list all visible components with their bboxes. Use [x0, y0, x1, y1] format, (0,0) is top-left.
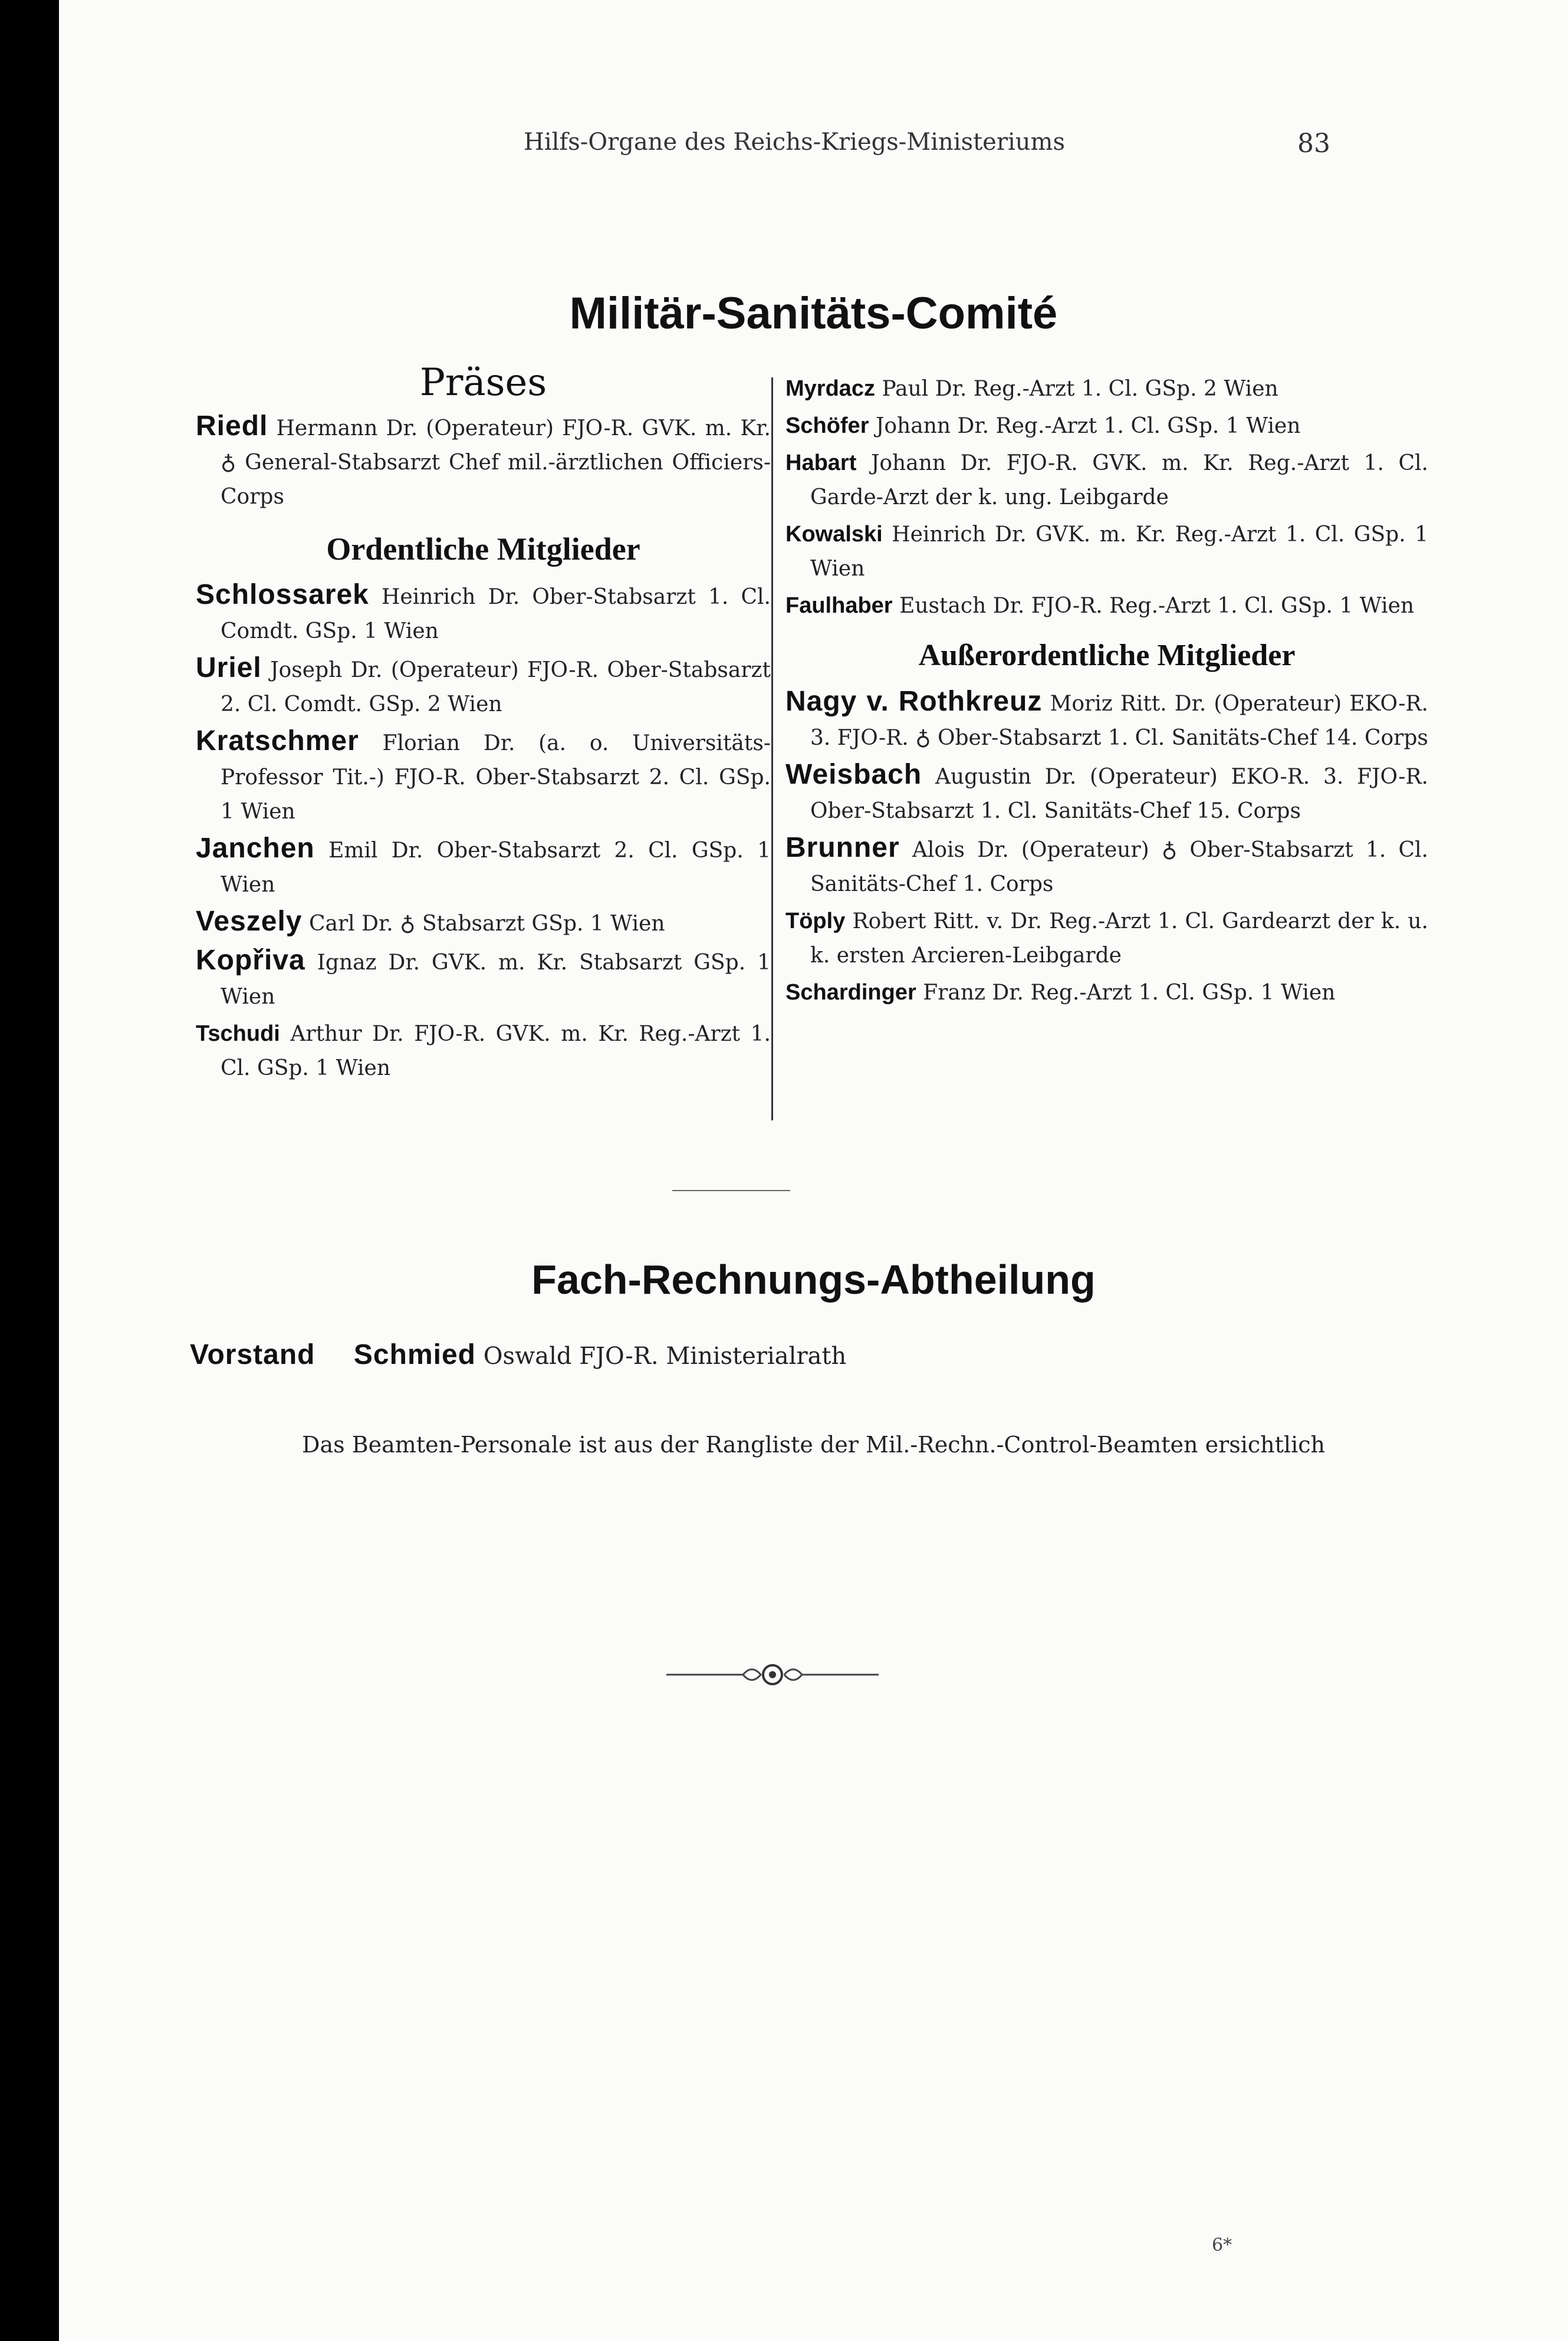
list-item [196, 943, 771, 1014]
running-header: Hilfs-Organe des Reichs-Kriegs-Ministeriums [524, 129, 1065, 156]
entry-name: Weisbach [785, 759, 922, 790]
praeses-heading: Präses [419, 361, 547, 405]
praeses-list [196, 409, 771, 514]
entry-name: Schardinger [785, 980, 916, 1005]
entry-name: Faulhaber [785, 593, 893, 618]
list-item [785, 588, 1428, 623]
entry-text: Paul Dr. Reg.-Arzt 1. Cl. GSp. 2 Wien [882, 377, 1278, 401]
ausserordentliche-list [785, 685, 1428, 1010]
vorstand-line [190, 1339, 846, 1371]
entry-text: Heinrich Dr. GVK. m. Kr. Reg.-Arzt 1. Cl. GSp. 1 Wien [810, 522, 1428, 581]
entry-name: Habart [785, 451, 857, 475]
list-item [785, 409, 1428, 443]
column-divider [771, 377, 773, 1120]
entry-name: Myrdacz [785, 376, 876, 401]
entry-name: Tschudi [196, 1021, 280, 1046]
signature-mark: 6* [1212, 2235, 1232, 2255]
section-title-2: Fach-Rechnungs-Abtheilung [531, 1257, 1096, 1303]
list-item [785, 446, 1428, 515]
ornament-icon [666, 1657, 879, 1692]
personnel-note: Das Beamten-Personale ist aus der Rangliste der Mil.-Rechn.-Control-Beamten ersichtlich [302, 1432, 1325, 1458]
entry-text: Heinrich Dr. Ober-Stabsarzt 1. Cl. Comdt. GSp. 1 Wien [221, 585, 771, 643]
list-item [785, 758, 1428, 828]
list-item [196, 578, 771, 649]
entry-text: Ignaz Dr. GVK. m. Kr. Stabsarzt GSp. 1 Wien [221, 951, 771, 1009]
entry-name: Schöfer [785, 413, 869, 438]
list-item [196, 651, 771, 722]
entry-name: Kopřiva [196, 945, 305, 976]
ordentliche-list [196, 578, 771, 1086]
list-item [785, 517, 1428, 586]
entry-name: Schlossarek [196, 579, 369, 610]
entry-text: Moriz Ritt. Dr. (Operateur) EKO-R. 3. FJO-R. ♁ Ober-Stabsarzt 1. Cl. Sanitäts-Chef 14. Corps [810, 692, 1428, 750]
entry-text: Hermann Dr. (Operateur) FJO-R. GVK. m. Kr. ♁ General-Stabsarzt Chef mil.-ärztlichen Officiers-Corps [221, 416, 771, 509]
list-item [196, 409, 771, 514]
entry-name: Veszely [196, 906, 303, 937]
list-item [785, 371, 1428, 406]
entry-text: Emil Dr. Ober-Stabsarzt 2. Cl. GSp. 1 Wien [221, 839, 771, 897]
entry-text: Carl Dr. ♁ Stabsarzt GSp. 1 Wien [308, 912, 665, 936]
continued-list [785, 371, 1428, 623]
section-title: Militär-Sanitäts-Comité [569, 288, 1058, 338]
list-item [785, 831, 1428, 902]
left-column [196, 361, 771, 1088]
list-item [196, 905, 771, 941]
vorstand-text: Oswald FJO-R. Ministerialrath [483, 1343, 847, 1370]
list-item [785, 975, 1428, 1010]
entry-text: Joseph Dr. (Operateur) FJO-R. Ober-Stabsarzt 2. Cl. Comdt. GSp. 2 Wien [221, 658, 771, 716]
list-item [785, 685, 1428, 755]
entry-text: Johann Dr. Reg.-Arzt 1. Cl. GSp. 1 Wien [875, 414, 1301, 438]
entry-name: Uriel [196, 652, 262, 683]
ausserordentliche-heading: Außerordentliche Mitglieder [918, 639, 1296, 672]
section-divider [672, 1190, 790, 1191]
entry-name: Töply [785, 909, 846, 933]
entry-name: Kratschmer [196, 725, 359, 757]
list-item [196, 831, 771, 902]
vorstand-name: Schmied [353, 1339, 476, 1370]
entry-name: Riedl [196, 410, 268, 442]
list-item [196, 1017, 771, 1086]
entry-name: Nagy v. Rothkreuz [785, 686, 1043, 717]
entry-text: Arthur Dr. FJO-R. GVK. m. Kr. Reg.-Arzt 1. Cl. GSp. 1 Wien [221, 1022, 771, 1080]
entry-text: Franz Dr. Reg.-Arzt 1. Cl. GSp. 1 Wien [923, 981, 1336, 1005]
entry-text: Johann Dr. FJO-R. GVK. m. Kr. Reg.-Arzt 1. Cl. Garde-Arzt der k. ung. Leibgarde [810, 451, 1428, 509]
entry-text: Florian Dr. (a. o. Universitäts-Professor Tit.-) FJO-R. Ober-Stabsarzt 2. Cl. GSp. 1 Wien [221, 731, 771, 824]
list-item [785, 904, 1428, 973]
entry-text: Eustach Dr. FJO-R. Reg.-Arzt 1. Cl. GSp. 1 Wien [899, 594, 1415, 618]
page [59, 0, 1568, 2341]
vorstand-label: Vorstand [190, 1339, 315, 1370]
right-column [785, 371, 1428, 1012]
entry-name: Brunner [785, 832, 900, 863]
entry-text: Robert Ritt. v. Dr. Reg.-Arzt 1. Cl. Gardearzt der k. u. k. ersten Arcieren-Leibgarde [810, 909, 1429, 968]
entry-text: Alois Dr. (Operateur) ♁ Ober-Stabsarzt 1. Cl. Sanitäts-Chef 1. Corps [810, 838, 1428, 896]
ordentliche-heading: Ordentliche Mitglieder [326, 531, 640, 567]
entry-name: Janchen [196, 833, 315, 864]
entry-text: Augustin Dr. (Operateur) EKO-R. 3. FJO-R. Ober-Stabsarzt 1. Cl. Sanitäts-Chef 15. Corps [810, 765, 1428, 823]
page-number: 83 [1297, 129, 1330, 159]
entry-name: Kowalski [785, 522, 883, 547]
list-item [196, 724, 771, 829]
